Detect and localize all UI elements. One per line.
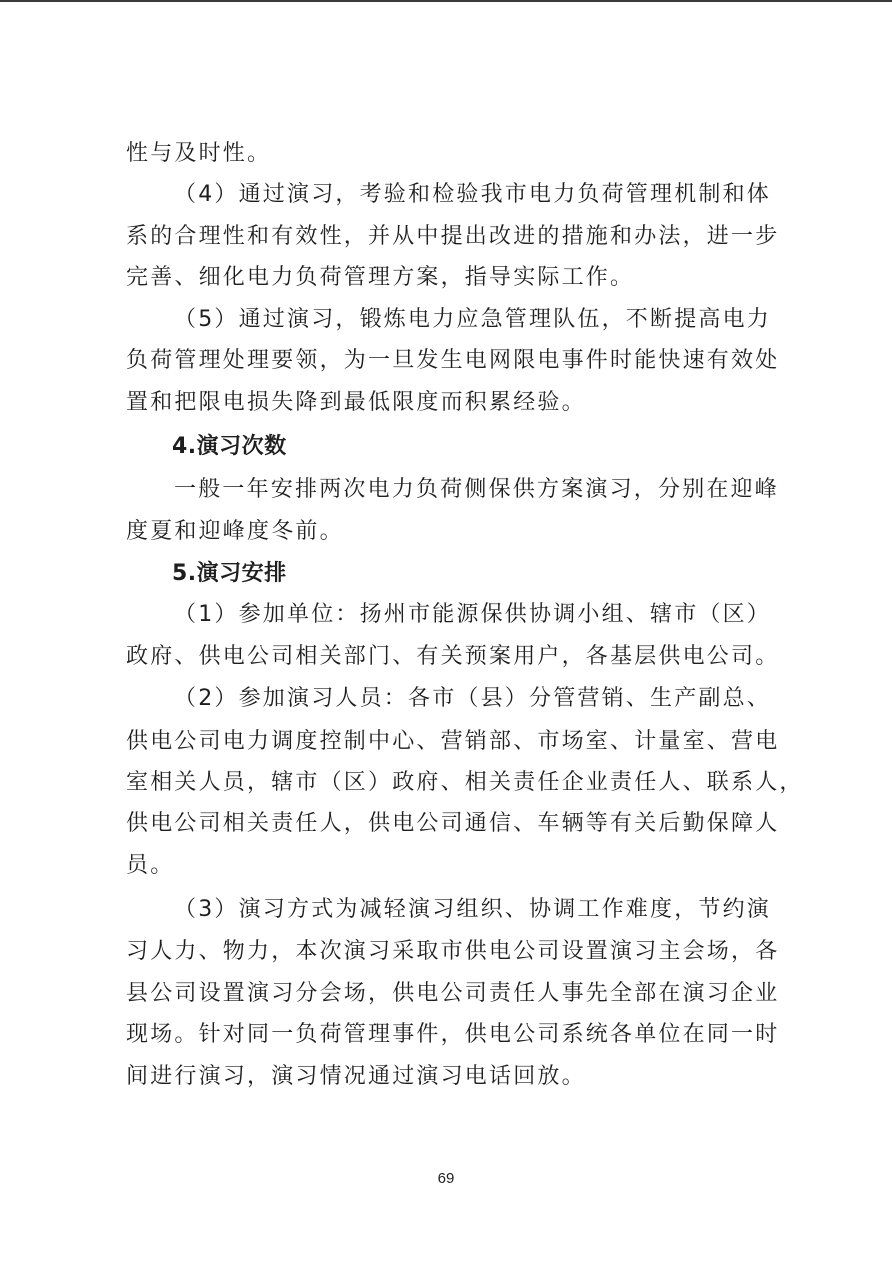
body-text-line: （1）参加单位：扬州市能源保供协调小组、辖市（区） [174, 602, 771, 627]
body-text-line: 性与及时性。 [126, 141, 272, 166]
body-text-line: 供电公司相关责任人，供电公司通信、车辆等有关后勤保障人 [126, 811, 780, 836]
page-number: 69 [437, 1170, 455, 1187]
body-text-line: 习人力、物力，本次演习采取市供电公司设置演习主会场，各 [126, 939, 780, 964]
top-border [0, 0, 892, 2]
body-text-line: （5）通过演习，锻炼电力应急管理队伍，不断提高电力 [174, 307, 771, 332]
body-text-line: 政府、供电公司相关部门、有关预案用户，各基层供电公司。 [126, 644, 780, 669]
body-text-line: 间进行演习，演习情况通过演习电话回放。 [126, 1064, 586, 1089]
body-text-line: 置和把限电损失降到最低限度而积累经验。 [126, 390, 586, 415]
body-text-line: 完善、细化电力负荷管理方案，指导实际工作。 [126, 265, 635, 290]
body-text-line: （3）演习方式为减轻演习组织、协调工作难度，节约演 [174, 897, 771, 922]
body-text-line: 员。 [126, 853, 175, 878]
body-text-line: 一般一年安排两次电力负荷侧保供方案演习，分别在迎峰 [174, 477, 780, 502]
body-text-line: 负荷管理处理要领，为一旦发生电网限电事件时能快速有效处 [126, 348, 780, 373]
body-text-line: （2）参加演习人员：各市（县）分管营销、生产副总、 [174, 686, 771, 711]
section-heading: 5.演习安排 [172, 561, 287, 586]
body-text-line: 系的合理性和有效性，并从中提出改进的措施和办法，进一步 [126, 224, 780, 249]
body-text-line: 县公司设置演习分会场，供电公司责任人事先全部在演习企业 [126, 981, 780, 1006]
body-text-line: （4）通过演习，考验和检验我市电力负荷管理机制和体 [174, 182, 771, 207]
section-heading: 4.演习次数 [172, 434, 287, 459]
body-text-line: 度夏和迎峰度冬前。 [126, 519, 344, 544]
body-text-line: 室相关人员，辖市（区）政府、相关责任企业责任人、联系人， [126, 770, 804, 795]
body-text-line: 供电公司电力调度控制中心、营销部、市场室、计量室、营电 [126, 729, 780, 754]
body-text-line: 现场。针对同一负荷管理事件，供电公司系统各单位在同一时 [126, 1022, 780, 1047]
